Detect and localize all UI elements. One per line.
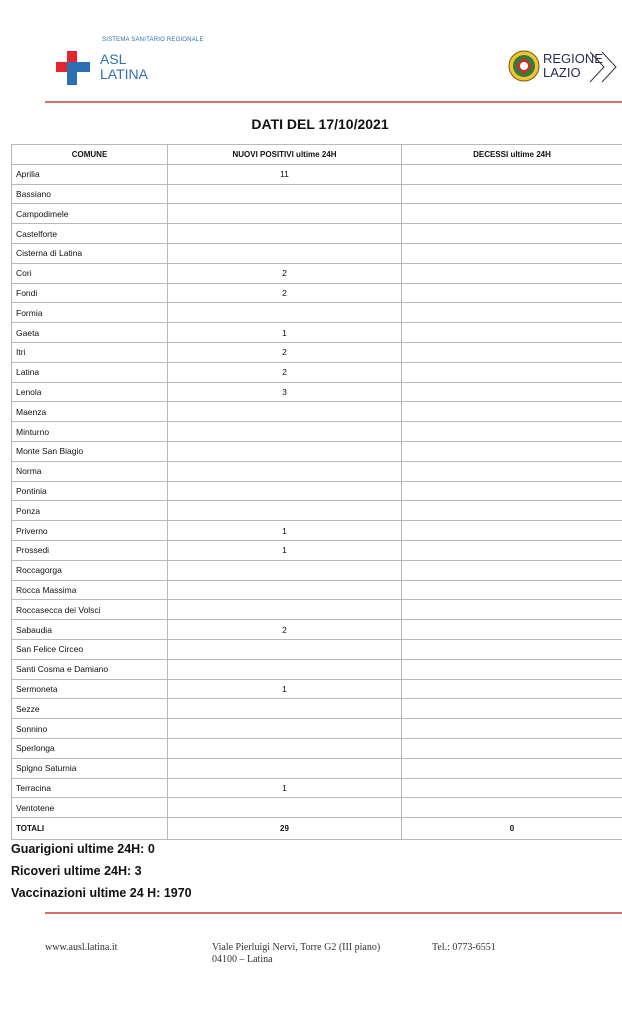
cell-comune: Minturno [12, 422, 168, 442]
cell-comune: Sezze [12, 699, 168, 719]
cell-comune: Cori [12, 263, 168, 283]
table-row [12, 758, 622, 778]
cell-nuovi-positivi: 1 [168, 521, 402, 541]
table-row [12, 204, 622, 224]
table-row [12, 719, 622, 739]
cell-comune: Rocca Massima [12, 580, 168, 600]
table-row [12, 481, 622, 501]
cell-decessi [402, 620, 622, 640]
cell-comune: Fondi [12, 283, 168, 303]
region-line2: LAZIO [543, 65, 581, 80]
summary-vaccinazioni: Vaccinazioni ultime 24 H: 1970 [11, 886, 192, 900]
cell-decessi [402, 699, 622, 719]
cell-comune: Santi Cosma e Damiano [12, 659, 168, 679]
cell-nuovi-positivi [168, 719, 402, 739]
table-total-row [12, 818, 622, 840]
cell-nuovi-positivi [168, 699, 402, 719]
column-header-comune: COMUNE [12, 145, 168, 165]
cell-decessi [402, 560, 622, 580]
cell-decessi [402, 164, 622, 184]
cell-decessi [402, 719, 622, 739]
footer-address-line2: 04100 – Latina [212, 954, 273, 965]
cell-nuovi-positivi [168, 758, 402, 778]
cell-decessi [402, 778, 622, 798]
summary-guarigioni: Guarigioni ultime 24H: 0 [11, 842, 155, 856]
cell-comune: Cisterna di Latina [12, 243, 168, 263]
cell-nuovi-positivi [168, 422, 402, 442]
cell-decessi [402, 738, 622, 758]
cell-comune: Gaeta [12, 323, 168, 343]
table-row [12, 382, 622, 402]
page-title: DATI DEL 17/10/2021 [251, 116, 389, 132]
table-row [12, 600, 622, 620]
covid-data-table [11, 144, 622, 840]
cell-comune: Norma [12, 461, 168, 481]
cell-comune: Lenola [12, 382, 168, 402]
cell-nuovi-positivi [168, 481, 402, 501]
cell-comune: Ponza [12, 501, 168, 521]
cell-decessi [402, 323, 622, 343]
table-row [12, 659, 622, 679]
cell-decessi [402, 243, 622, 263]
footer-divider [45, 912, 622, 914]
cell-comune: Castelforte [12, 224, 168, 244]
cell-decessi [402, 580, 622, 600]
cell-comune: Spigno Saturnia [12, 758, 168, 778]
cell-comune: Sermoneta [12, 679, 168, 699]
table-row [12, 422, 622, 442]
page-header [0, 0, 622, 110]
cell-nuovi-positivi [168, 243, 402, 263]
table-row [12, 560, 622, 580]
cell-comune: Sonnino [12, 719, 168, 739]
cell-decessi [402, 659, 622, 679]
cell-comune: Formia [12, 303, 168, 323]
cell-decessi [402, 382, 622, 402]
table-row [12, 501, 622, 521]
cell-comune: Prossedi [12, 540, 168, 560]
table-row [12, 798, 622, 818]
region-line1: REGIONE [543, 51, 603, 66]
cell-nuovi-positivi: 11 [168, 164, 402, 184]
asl-name-line2: LATINA [100, 66, 148, 82]
table-row [12, 303, 622, 323]
cell-nuovi-positivi [168, 639, 402, 659]
table-row [12, 342, 622, 362]
cell-decessi [402, 501, 622, 521]
cell-decessi [402, 481, 622, 501]
cell-decessi [402, 679, 622, 699]
cell-nuovi-positivi [168, 659, 402, 679]
cell-comune: Itri [12, 342, 168, 362]
cell-comune: Aprilia [12, 164, 168, 184]
cell-comune: Priverno [12, 521, 168, 541]
table-row [12, 441, 622, 461]
cell-comune: Roccagorga [12, 560, 168, 580]
table-row [12, 283, 622, 303]
table-row [12, 224, 622, 244]
total-decessi: 0 [402, 818, 622, 840]
asl-cross-logo [55, 50, 91, 86]
cell-nuovi-positivi [168, 303, 402, 323]
column-header-decessi: DECESSI ultime 24H [402, 145, 622, 165]
cell-nuovi-positivi [168, 441, 402, 461]
cell-nuovi-positivi: 1 [168, 323, 402, 343]
cell-decessi [402, 798, 622, 818]
table-row [12, 778, 622, 798]
cell-decessi [402, 263, 622, 283]
cell-nuovi-positivi [168, 798, 402, 818]
cell-nuovi-positivi: 1 [168, 679, 402, 699]
cell-nuovi-positivi [168, 738, 402, 758]
cell-nuovi-positivi [168, 580, 402, 600]
cell-comune: Ventotene [12, 798, 168, 818]
asl-name [100, 52, 148, 82]
cell-decessi [402, 639, 622, 659]
table-row [12, 362, 622, 382]
table-row [12, 679, 622, 699]
cell-nuovi-positivi [168, 560, 402, 580]
cell-comune: Terracina [12, 778, 168, 798]
cell-comune: Pontinia [12, 481, 168, 501]
cell-decessi [402, 184, 622, 204]
table-body [12, 164, 622, 839]
table-header-row [12, 145, 622, 165]
cell-comune: Monte San Biagio [12, 441, 168, 461]
table-row [12, 699, 622, 719]
cell-decessi [402, 422, 622, 442]
cell-nuovi-positivi [168, 461, 402, 481]
cell-decessi [402, 204, 622, 224]
table-row [12, 184, 622, 204]
cell-decessi [402, 461, 622, 481]
cell-comune: Sperlonga [12, 738, 168, 758]
table-row [12, 323, 622, 343]
cell-comune: Latina [12, 362, 168, 382]
footer-phone: Tel.: 0773-6551 [432, 942, 496, 953]
column-header-nuovi-positivi: NUOVI POSITIVI ultime 24H [168, 145, 402, 165]
regione-lazio-logo [508, 50, 540, 82]
table-row [12, 263, 622, 283]
cell-decessi [402, 600, 622, 620]
cell-nuovi-positivi [168, 204, 402, 224]
cell-nuovi-positivi [168, 224, 402, 244]
cell-nuovi-positivi: 1 [168, 778, 402, 798]
cell-nuovi-positivi: 1 [168, 540, 402, 560]
table-row [12, 164, 622, 184]
cell-nuovi-positivi: 2 [168, 283, 402, 303]
cell-nuovi-positivi: 2 [168, 362, 402, 382]
table-row [12, 243, 622, 263]
cell-decessi [402, 521, 622, 541]
footer-address-line1: Viale Pierluigi Nervi, Torre G2 (III piano) [212, 942, 381, 953]
table-row [12, 402, 622, 422]
asl-subtitle: SISTEMA SANITARIO REGIONALE [102, 37, 204, 43]
cell-nuovi-positivi [168, 402, 402, 422]
cell-decessi [402, 441, 622, 461]
table-row [12, 639, 622, 659]
cell-decessi [402, 224, 622, 244]
cell-decessi [402, 402, 622, 422]
cell-nuovi-positivi: 2 [168, 263, 402, 283]
total-nuovi-positivi: 29 [168, 818, 402, 840]
cell-comune: San Felice Circeo [12, 639, 168, 659]
table-row [12, 461, 622, 481]
cell-nuovi-positivi: 3 [168, 382, 402, 402]
table-row [12, 580, 622, 600]
cell-decessi [402, 283, 622, 303]
cell-decessi [402, 540, 622, 560]
cell-nuovi-positivi [168, 600, 402, 620]
cell-comune: Roccasecca dei Volsci [12, 600, 168, 620]
asl-name-line1: ASL [100, 51, 127, 67]
cell-comune: Sabaudia [12, 620, 168, 640]
cell-decessi [402, 758, 622, 778]
cell-nuovi-positivi [168, 501, 402, 521]
cell-comune: Maenza [12, 402, 168, 422]
table-row [12, 738, 622, 758]
cell-nuovi-positivi [168, 184, 402, 204]
cell-comune: Campodimele [12, 204, 168, 224]
cell-decessi [402, 303, 622, 323]
summary-ricoveri: Ricoveri ultime 24H: 3 [11, 864, 142, 878]
table-row [12, 620, 622, 640]
footer-website[interactable]: www.ausl.latina.it [45, 942, 118, 953]
footer-address [212, 942, 380, 966]
cell-nuovi-positivi: 2 [168, 342, 402, 362]
cell-decessi [402, 362, 622, 382]
cell-nuovi-positivi: 2 [168, 620, 402, 640]
table-row [12, 521, 622, 541]
table-row [12, 540, 622, 560]
lazio-chevron-icon [590, 48, 622, 86]
total-label: TOTALI [12, 818, 168, 840]
cell-comune: Bassiano [12, 184, 168, 204]
header-divider [45, 101, 622, 103]
cell-decessi [402, 342, 622, 362]
